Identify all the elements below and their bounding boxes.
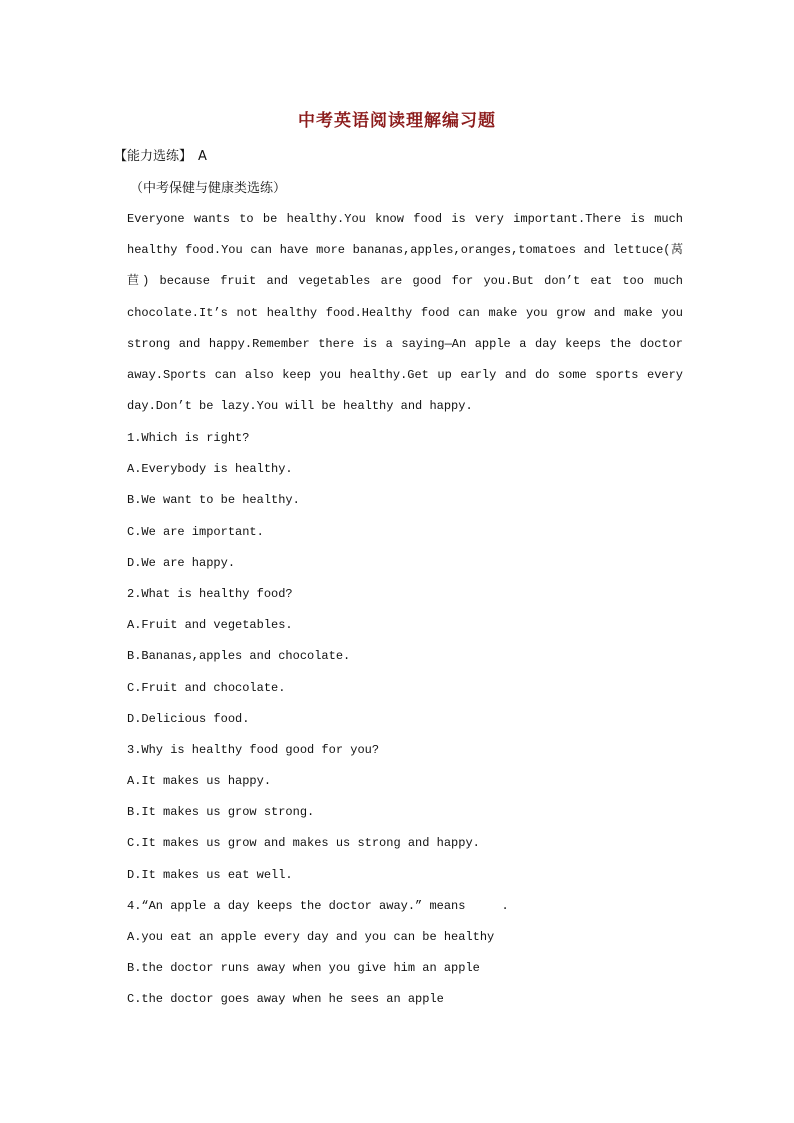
- option-line: D.It makes us eat well.: [127, 867, 293, 882]
- section-heading: [114, 145, 207, 164]
- option-line: A.Fruit and vegetables.: [127, 618, 293, 633]
- option-line: B.Bananas,apples and chocolate.: [127, 649, 351, 664]
- option-line: C.We are important.: [127, 524, 264, 539]
- option-line: B.the doctor runs away when you give him an apple: [127, 961, 480, 976]
- section-letter: A: [198, 149, 207, 164]
- section-tag: 【能力选练】: [114, 149, 193, 164]
- option-line: A.you eat an apple every day and you can be healthy: [127, 930, 495, 944]
- question-line: 3.Why is healthy food good for you?: [127, 742, 380, 757]
- option-line: C.It makes us grow and makes us strong and happy.: [127, 836, 480, 851]
- option-line: D.Delicious food.: [127, 711, 250, 726]
- question-line: 2.What is healthy food?: [127, 586, 293, 601]
- section-subtitle: （中考保健与健康类选练）: [130, 181, 287, 196]
- option-line: D.We are happy.: [127, 555, 236, 570]
- option-line: B.It makes us grow strong.: [127, 805, 315, 820]
- option-line: B.We want to be healthy.: [127, 493, 300, 508]
- question-line: 4.“An apple a day keeps the doctor away.” means .: [127, 898, 509, 913]
- reading-passage: Everyone wants to be healthy.You know food is very important.There is much healthy food.You can have more bananas,apples,oranges,tomatoes and lettuce(莴苣) because fruit and vegetables are good for you.But don’t eat too much chocolate.It’s not healthy food.Healthy food can make you grow and make you strong and happy.Remember there is a saying—An apple a day keeps the doctor away.Sports can also keep you healthy.Get up early and do some sports every day.Don’t be lazy.You will be healthy and happy.: [127, 212, 683, 414]
- question-list: [127, 423, 687, 1016]
- option-line: A.It makes us happy.: [127, 774, 272, 789]
- question-line: 1.Which is right?: [127, 431, 250, 445]
- option-line: C.Fruit and chocolate.: [127, 680, 286, 695]
- option-line: A.Everybody is healthy.: [127, 462, 293, 477]
- option-line: C.the doctor goes away when he sees an apple: [127, 992, 444, 1007]
- page-title: 中考英语阅读理解编习题: [298, 111, 496, 131]
